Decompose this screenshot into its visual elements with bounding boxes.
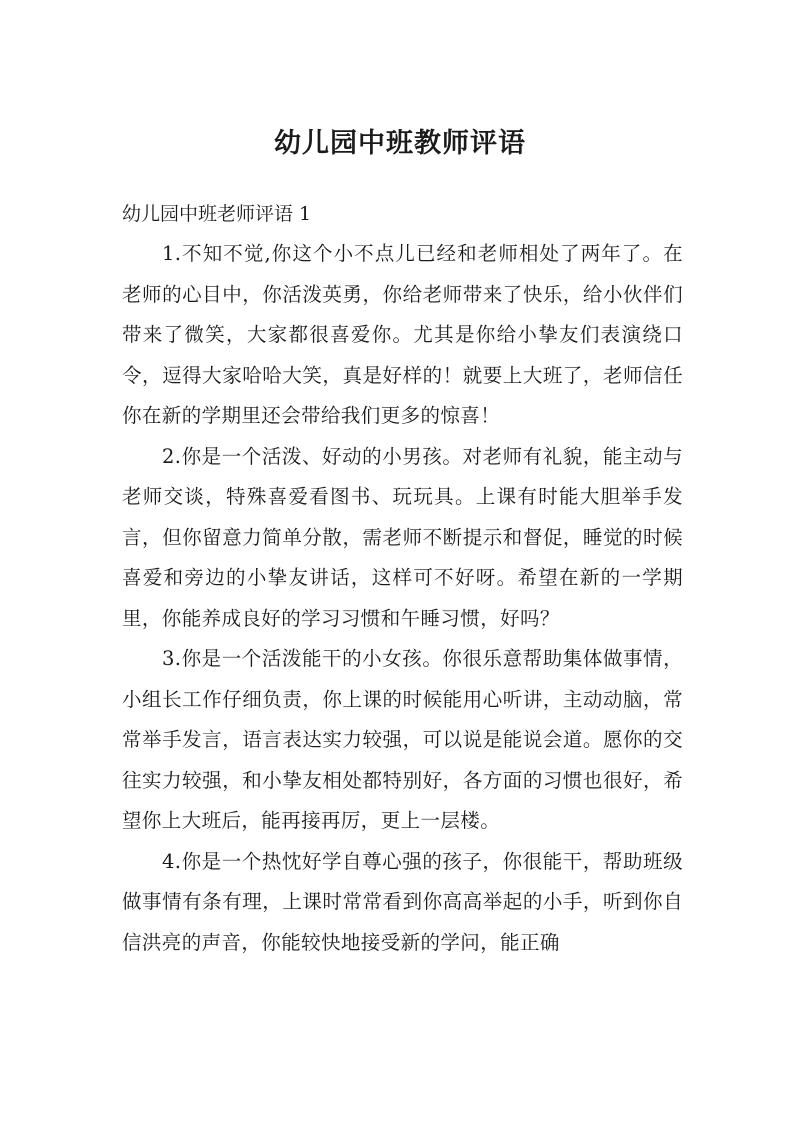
paragraph-1: 1.不知不觉,你这个小不点儿已经和老师相处了两年了。在老师的心目中，你活泼英勇，你给老师带来了快乐，给小伙伴们带来了微笑，大家都很喜爱你。尤其是你给小挚友们表演绕口令，逗得大家哈哈大笑，真是好样的！就要上大班了，老师信任你在新的学期里还会带给我们更多的惊喜！ [122,242,683,427]
document-body [122,194,683,963]
paragraph-2: 2.你是一个活泼、好动的小男孩。对老师有礼貌，能主动与老师交谈，特殊喜爱看图书、玩玩具。上课有时能大胆举手发言，但你留意力简单分散，需老师不断提示和督促，睡觉的时候喜爱和旁边的小挚友讲话，这样可不好呀。希望在新的一学期里，你能养成良好的学习习惯和午睡习惯，好吗？ [122,444,683,630]
document-title: 幼儿园中班教师评语 [274,128,526,159]
paragraph-4: 4.你是一个热忱好学自尊心强的孩子，你很能干，帮助班级做事情有条有理，上课时常常看到你高高举起的小手，听到你自信洪亮的声音，你能较快地接受新的学问，能正确 [122,849,683,954]
section-heading: 幼儿园中班老师评语 1 [122,203,312,225]
paragraph-3: 3.你是一个活泼能干的小女孩。你很乐意帮助集体做事情，小组长工作仔细负责，你上课的时候能用心听讲，主动动脑，常常举手发言，语言表达实力较强，可以说是能说会道。愿你的交往实力较强，和小挚友相处都特别好，各方面的习惯也很好，希望你上大班后，能再接再厉，更上一层楼。 [122,647,683,832]
